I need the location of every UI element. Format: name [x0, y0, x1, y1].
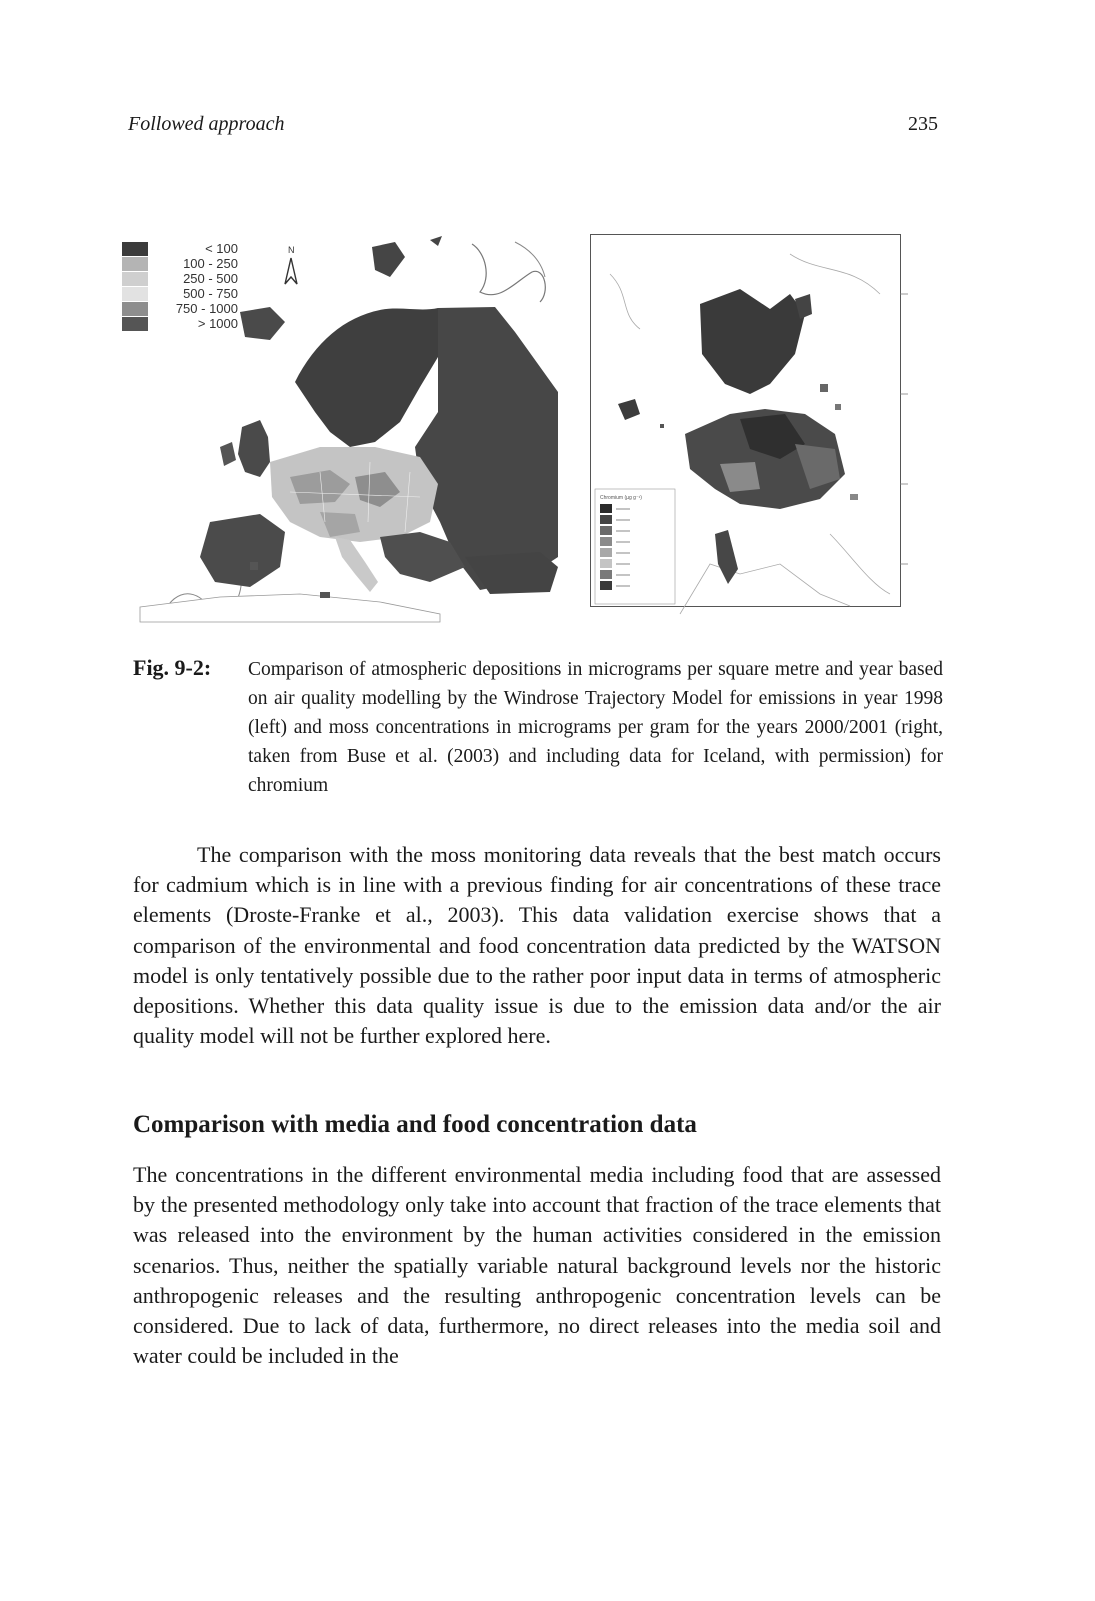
section-heading: Comparison with media and food concentration data: [133, 1111, 697, 1138]
right-legend-swatch-1: [600, 504, 612, 513]
paragraph-validation: The comparison with the moss monitoring data reveals that the best match occurs for cadmium which is in line with a previous finding for air concentrations of these trace elements (Droste-Franke et al., 2003). This data validation exercise shows that a comparison of the environmental and food concentration data predicted by the WATSON model is only tentatively possible due to the rather poor input data in terms of atmospheric depositions. Whether this data quality issue is due to the emission data and/or the air quality model will not be further explored here.: [133, 842, 941, 1049]
right-legend-swatch-5: [600, 548, 612, 557]
legend-label-6: > 1000: [197, 316, 238, 331]
page-number: 235: [908, 113, 938, 135]
right-map-legend: [595, 489, 675, 604]
right-map-graphic: [590, 234, 930, 627]
right-legend-swatch-4: [600, 537, 612, 546]
legend-swatch-4: [122, 287, 148, 301]
legend-label-3: 250 - 500: [183, 271, 238, 286]
caption-label: Fig. 9-2:: [133, 655, 212, 680]
caption-text: Comparison of atmospheric depositions in micrograms per square metre and year based on air quality modelling by the Windrose Trajectory Model for emissions in year 1998 (left) and moss concentrations in micrograms per gram for the years 2000/2001 (right, taken from Buse et al. (2003) and including data for Iceland, with permission) for chromium: [248, 659, 943, 796]
right-legend-title: Chromium (µg g⁻¹): [600, 495, 642, 501]
running-head: Followed approach: [128, 113, 285, 135]
north-arrow-icon: [285, 258, 297, 284]
right-legend-swatch-2: [600, 515, 612, 524]
legend-label-5: 750 - 1000: [175, 301, 238, 316]
legend-label-2: 100 - 250: [183, 256, 238, 271]
legend-swatch-6: [122, 317, 148, 331]
left-map-legend: [122, 241, 238, 331]
left-map-graphic: [120, 222, 570, 627]
page-header: [128, 113, 938, 143]
north-label: N: [288, 245, 295, 255]
figure: [120, 222, 940, 642]
paragraph-concentrations: The concentrations in the different environmental media including food that are assessed by the presented methodology only take into account that fraction of the trace elements that was released into the environment by the human activities considered in the emission scenarios. Thus, neither the spatially variable natural background levels nor the historic anthropogenic releases and the resulting anthropogenic concentration levels can be considered. Due to lack of data, furthermore, no direct releases into the media soil and water could be included in the: [133, 1162, 941, 1369]
legend-label-1: < 100: [205, 241, 238, 256]
left-deposition-map: [120, 222, 570, 627]
legend-swatch-3: [122, 272, 148, 286]
legend-swatch-2: [122, 257, 148, 271]
legend-label-4: 500 - 750: [183, 286, 238, 301]
legend-swatch-5: [122, 302, 148, 316]
right-legend-swatch-7: [600, 570, 612, 579]
legend-swatch-1: [122, 242, 148, 256]
right-legend-swatch-8: [600, 581, 612, 590]
right-legend-swatch-3: [600, 526, 612, 535]
right-moss-map: [590, 234, 930, 627]
right-legend-swatch-6: [600, 559, 612, 568]
